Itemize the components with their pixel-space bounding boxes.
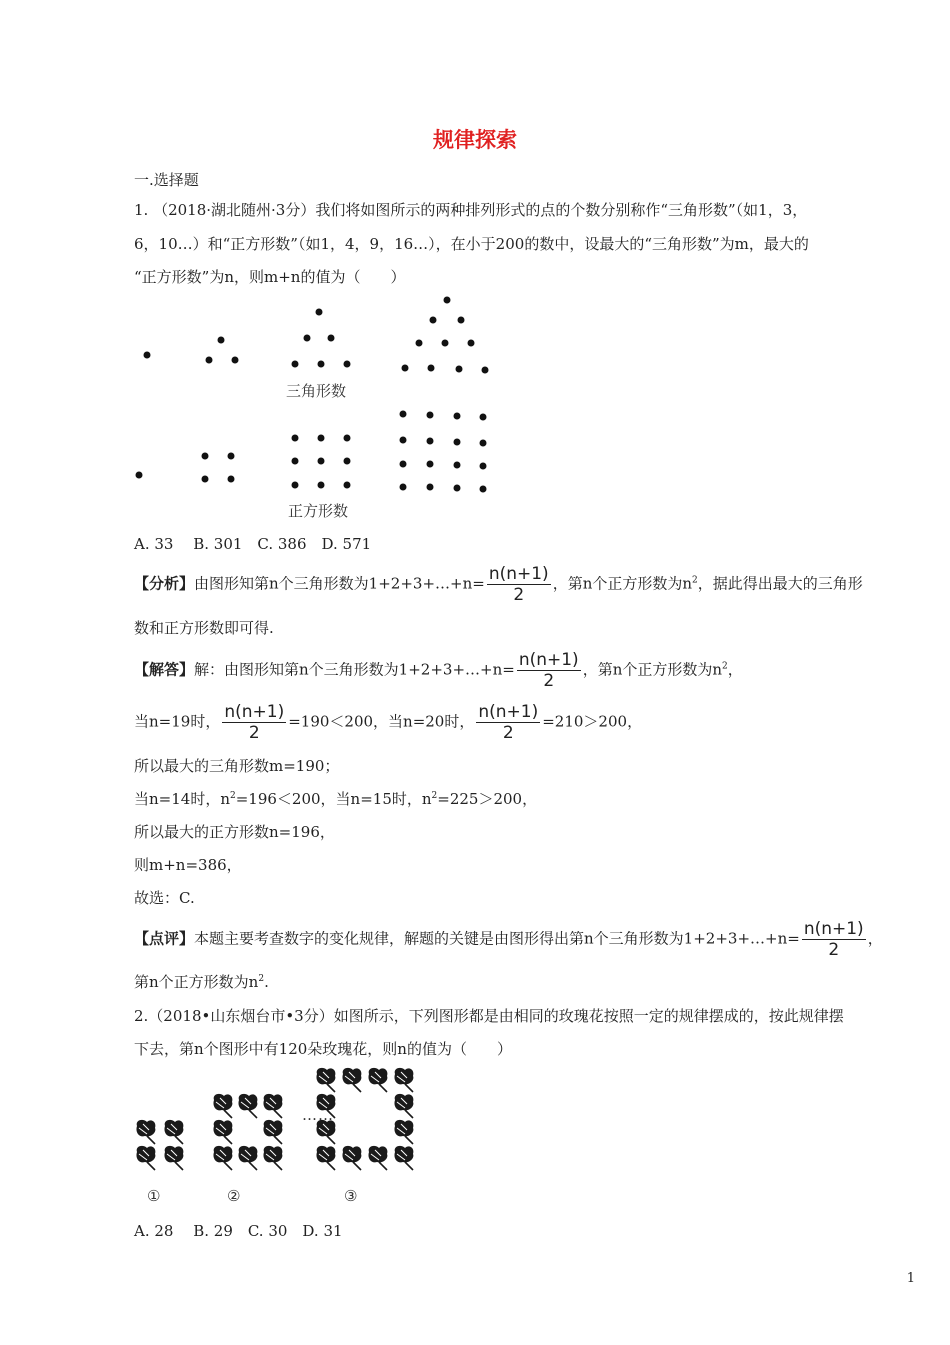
fraction-formula [487, 564, 551, 605]
fraction-denominator: 2 [513, 585, 525, 605]
solution-text: 当n=19时， [134, 712, 221, 731]
exponent: 2 [692, 575, 698, 586]
solution-tag: 【解答】 [134, 660, 195, 679]
q2-text-line1: 2.（2018•山东烟台市•3分）如图所示，下列图形都是由相同的玫瑰花按照一定的规律摆成的，按此规律摆 [134, 1007, 844, 1025]
exponent: 2 [722, 661, 728, 672]
fraction-formula [517, 650, 581, 691]
solution-text: ，第n个正方形数为n [582, 660, 723, 679]
analysis-line1 [134, 564, 863, 605]
rose-pattern-figure [125, 1062, 485, 1212]
solution-line7: 故选：C. [134, 889, 195, 907]
q2-text-line2: 下去，第n个图形中有120朵玫瑰花，则n的值为（ ） [134, 1040, 512, 1058]
fraction-denominator: 2 [543, 671, 555, 691]
fraction-numerator: n(n+1) [224, 702, 285, 722]
fraction-denominator: 2 [828, 940, 840, 960]
comment-text: 第n个正方形数为n [134, 973, 259, 991]
comment-text: 本题主要考查数字的变化规律，解题的关键是由图形得出第n个三角形数为1+2+3+…+n= [194, 929, 800, 948]
analysis-text: ，第n个正方形数为n [552, 574, 693, 593]
triangular-number-label: 三角形数 [286, 382, 347, 400]
q2-options: A. 28 B. 29 C. 30 D. 31 [134, 1222, 343, 1240]
solution-text: 解：由图形知第n个三角形数为1+2+3+…+n= [194, 660, 515, 679]
q1-text-line2: 6，10…）和“正方形数”（如1，4，9，16…），在小于200的数中，设最大的“三角形数”为m，最大的 [134, 235, 809, 253]
analysis-text: ，据此得出最大的三角形 [697, 574, 863, 593]
solution-text: ， [727, 660, 743, 679]
analysis-tag: 【分析】 [134, 574, 195, 593]
solution-line6: 则m+n=386， [134, 856, 242, 874]
comment-line2 [134, 972, 269, 992]
solution-text: =225＞200， [437, 790, 538, 808]
solution-line1 [134, 650, 743, 691]
fraction-numerator: n(n+1) [803, 919, 864, 939]
fraction-formula [476, 702, 540, 743]
solution-text: =196＜200，当n=15时，n [235, 790, 432, 808]
solution-line4 [134, 789, 537, 809]
comment-text: ， [867, 929, 883, 948]
q1-text-line3: “正方形数”为n，则m+n的值为（ ） [134, 268, 406, 286]
solution-text: =210＞200， [542, 712, 643, 731]
comment-text: . [264, 973, 269, 991]
figure-label-3: ③ [344, 1187, 358, 1205]
analysis-text: 由图形知第n个三角形数为1+2+3+…+n= [194, 574, 485, 593]
section-heading: 一.选择题 [134, 171, 199, 189]
exponent: 2 [431, 791, 438, 801]
comment-tag: 【点评】 [134, 929, 195, 948]
q1-text-line1: 1. （2018·湖北随州·3分）我们将如图所示的两种排列形式的点的个数分别称作“三角形数”（如1，3， [134, 201, 808, 219]
solution-text: =190＜200，当n=20时， [288, 712, 475, 731]
page-title: 规律探索 [433, 128, 517, 152]
fraction-numerator: n(n+1) [488, 564, 549, 584]
solution-line2 [134, 702, 642, 743]
comment-line1 [134, 919, 883, 960]
fraction-numerator: n(n+1) [478, 702, 539, 722]
fraction-numerator: n(n+1) [518, 650, 579, 670]
solution-line5: 所以最大的正方形数n=196， [134, 823, 335, 841]
figure-label-2: ② [227, 1187, 241, 1205]
solution-line3: 所以最大的三角形数m=190； [134, 757, 340, 775]
fraction-denominator: 2 [248, 723, 260, 743]
q1-options: A. 33 B. 301 C. 386 D. 571 [134, 535, 372, 553]
exponent: 2 [258, 974, 265, 984]
dot-pattern-figure [125, 290, 505, 525]
fraction-denominator: 2 [502, 723, 514, 743]
figure-label-1: ① [147, 1187, 161, 1205]
analysis-line2: 数和正方形数即可得. [134, 619, 274, 637]
ellipsis: …… [302, 1106, 334, 1124]
page-number: 1 [906, 1271, 915, 1286]
solution-text: 当n=14时，n [134, 790, 230, 808]
square-number-label: 正方形数 [288, 502, 349, 520]
fraction-formula [802, 919, 866, 960]
fraction-formula [222, 702, 286, 743]
exponent: 2 [229, 791, 236, 801]
